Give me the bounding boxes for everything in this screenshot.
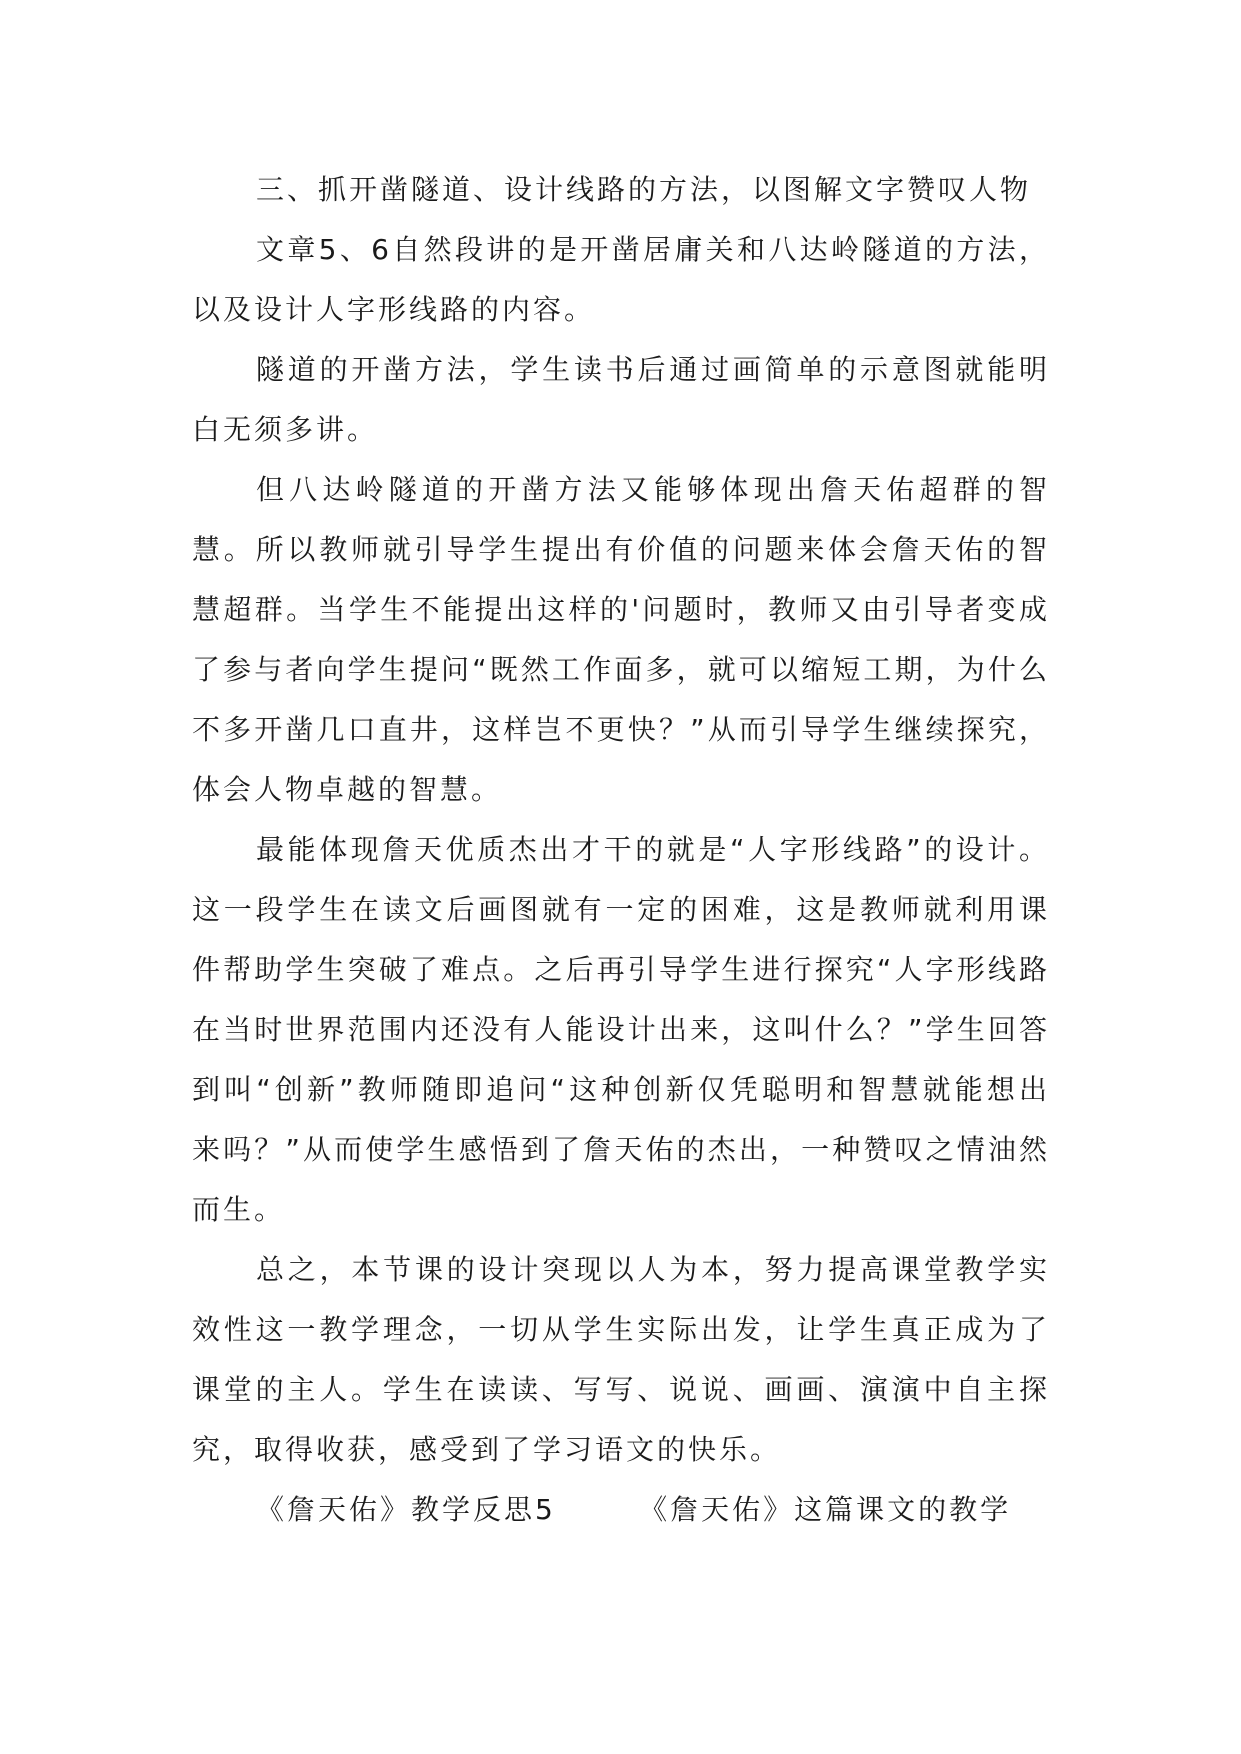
body-paragraph: 总之，本节课的设计突现以人为本，努力提高课堂教学实效性这一教学理念，一切从学生实际出发，让学生真正成为了课堂的主人。学生在读读、写写、说说、画画、演演中自主探究，取得收获，感受到了学习语文的快乐。 (192, 1253, 1050, 1466)
next-section-line (192, 1480, 1050, 1540)
document-page (192, 160, 1050, 1540)
body-paragraph: 文章5、6自然段讲的是开凿居庸关和八达岭隧道的方法，以及设计人字形线路的内容。 (192, 233, 1050, 326)
body-paragraph: 隧道的开凿方法，学生读书后通过画简单的示意图就能明白无须多讲。 (192, 353, 1050, 446)
next-section-text: 《詹天佑》这篇课文的教学 (639, 1493, 1012, 1526)
body-paragraph: 但八达岭隧道的开凿方法又能够体现出詹天佑超群的智慧。所以教师就引导学生提出有价值的问题来体会詹天佑的智慧超群。当学生不能提出这样的'问题时，教师又由引导者变成了参与者向学生提问“既然工作面多，就可以缩短工期，为什么不多开凿几口直井，这样岂不更快？”从而引导学生继续探究，体会人物卓越的智慧。 (192, 473, 1050, 806)
next-section-heading: 《詹天佑》教学反思5 (256, 1493, 556, 1526)
section-heading: 三、抓开凿隧道、设计线路的方法，以图解文字赞叹人物 (256, 173, 1032, 206)
body-paragraph: 最能体现詹天优质杰出才干的就是“人字形线路”的设计。这一段学生在读文后画图就有一定的困难，这是教师就利用课件帮助学生突破了难点。之后再引导学生进行探究“人字形线路在当时世界范围内还没有人能设计出来，这叫什么？”学生回答到叫“创新”教师随即追问“这种创新仅凭聪明和智慧就能想出来吗？”从而使学生感悟到了詹天佑的杰出，一种赞叹之情油然而生。 (192, 833, 1050, 1226)
